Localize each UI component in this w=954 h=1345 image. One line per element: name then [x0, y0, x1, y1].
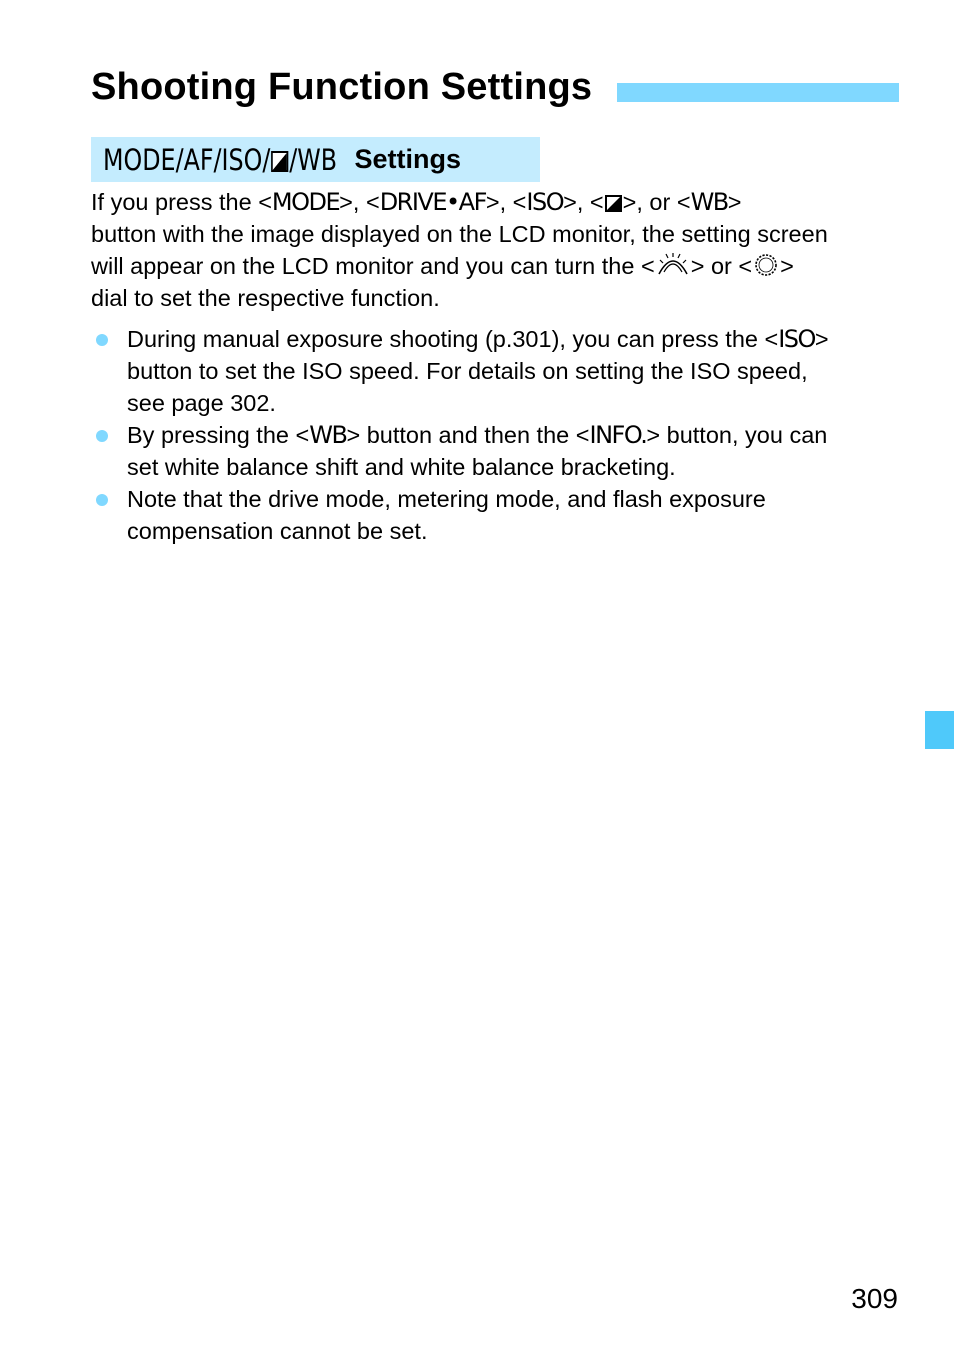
bullet-line: [127, 323, 901, 355]
bullet-text: > button and then the <: [346, 422, 590, 448]
list-item: [91, 483, 901, 547]
bullet-dot-icon: [96, 430, 108, 442]
heading-label: Settings: [354, 144, 461, 174]
heading-prefix: MODE/AF/ISO/: [103, 142, 271, 177]
intro-text: >: [727, 189, 742, 215]
wb-button-symbol: WB: [309, 421, 347, 449]
bullet-line: set white balance shift and white balance bracketing.: [127, 454, 676, 480]
bullet-dot-icon: [96, 494, 108, 506]
exposure-compensation-icon: [605, 195, 622, 212]
intro-line-4: dial to set the respective function.: [91, 285, 440, 311]
intro-text: >, <: [485, 189, 527, 215]
bullet-text: During manual exposure shooting (p.301), you can press the <: [127, 326, 779, 352]
intro-text: >, or <: [622, 189, 691, 215]
list-item: [91, 323, 901, 419]
mode-button-symbol: MODE: [271, 188, 340, 216]
intro-line-2: button with the image displayed on the LCD monitor, the setting screen: [91, 221, 828, 247]
title-accent-bar: [617, 83, 899, 102]
bullet-line: Note that the drive mode, metering mode, and flash exposure: [127, 486, 766, 512]
intro-line-3: [91, 250, 901, 282]
intro-text: >, <: [339, 189, 380, 215]
exposure-compensation-icon: [271, 151, 288, 172]
bullet-dot-icon: [96, 334, 108, 346]
iso-button-symbol: ISO: [526, 188, 564, 216]
bullet-text: > button, you can: [646, 422, 828, 448]
intro-text: will appear on the LCD monitor and you can turn the <: [91, 253, 655, 279]
bullet-text: >: [814, 326, 829, 352]
info-button-symbol: INFO.: [589, 421, 647, 449]
bullet-line: see page 302.: [127, 390, 276, 416]
chapter-side-tab: [925, 711, 954, 749]
iso-button-symbol: ISO: [778, 325, 815, 353]
drive-af-button-symbol: DRIVE•AF: [379, 188, 486, 216]
intro-paragraph: [91, 186, 901, 314]
wb-button-symbol: WB: [690, 188, 728, 216]
bullet-line: compensation cannot be set.: [127, 518, 428, 544]
bullet-text: By pressing the <: [127, 422, 310, 448]
list-item: [91, 419, 901, 483]
page-title: Shooting Function Settings: [91, 66, 593, 108]
page-number: 309: [851, 1283, 898, 1314]
heading-symbols: [103, 143, 337, 177]
quick-control-dial-icon: [752, 252, 780, 278]
section-heading: [91, 137, 540, 182]
intro-text: If you press the <: [91, 189, 272, 215]
intro-line-1: [91, 186, 901, 218]
intro-text: > or <: [690, 253, 753, 279]
intro-text: >, <: [563, 189, 604, 215]
main-dial-icon: [655, 252, 691, 278]
heading-suffix-symbols: /WB: [289, 142, 338, 177]
bullet-line: [127, 419, 901, 451]
bullet-line: button to set the ISO speed. For details on setting the ISO speed,: [127, 358, 808, 384]
bullet-list: [91, 323, 901, 547]
intro-text: >: [780, 253, 794, 279]
